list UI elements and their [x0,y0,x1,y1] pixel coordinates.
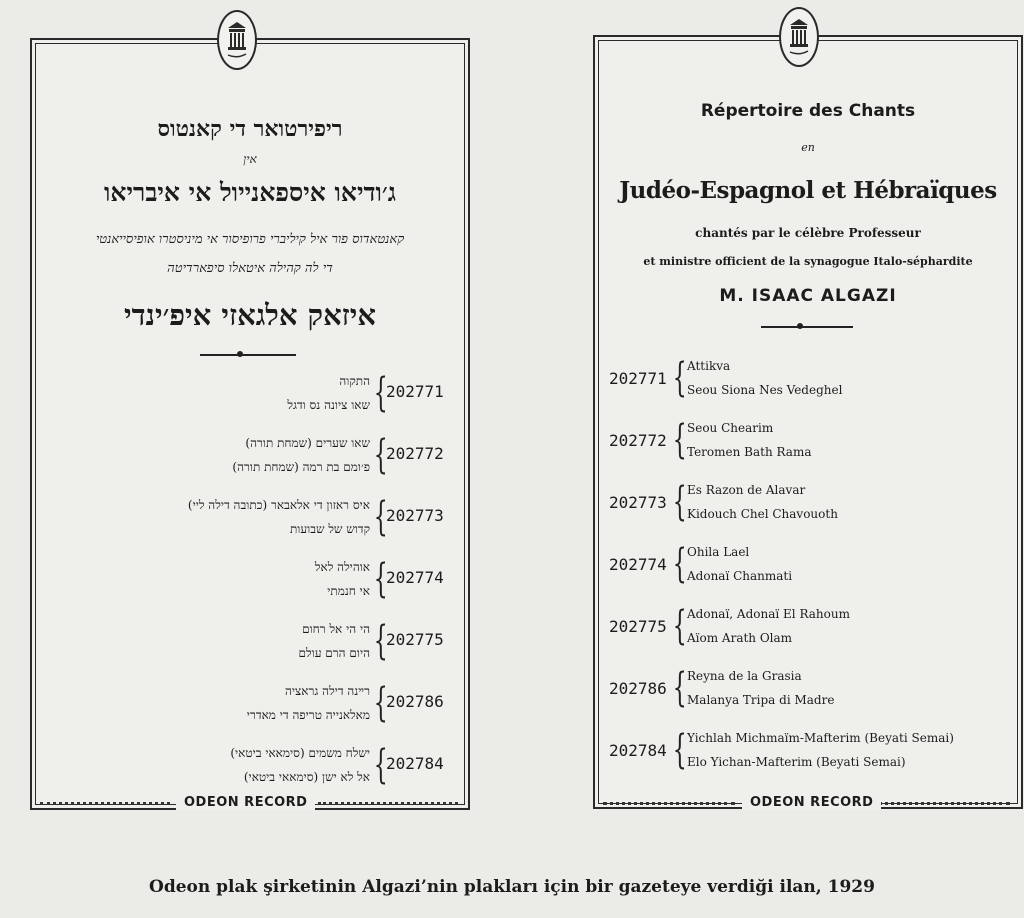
brace-icon: { [373,370,388,416]
song-title: Aïom Arath Olam [687,631,793,645]
song-title: אי חנמתי [327,584,370,598]
left-ornament-line [200,354,296,356]
brace-icon: { [672,479,687,525]
brace-icon: { [373,742,388,788]
brace-icon: { [672,727,687,773]
temple-icon [219,12,255,68]
song-title: Elo Yichan-Mafterim (Beyati Semai) [687,755,906,769]
catalog-number: 202775 [386,630,444,649]
song-title: רײנה דילה גראציה [284,684,370,698]
right-ornament-line [761,326,853,328]
catalog-number: 202784 [609,741,667,760]
brace-icon: { [672,355,687,401]
right-title: Répertoire des Chants [700,101,916,121]
left-footer-dots-right [318,802,458,805]
song-title: מאלאנייה טריפה די מאדרי [246,708,370,722]
song-title: Malanya Tripa di Madre [687,693,835,707]
right-line2: en [801,141,815,154]
song-title: אוהילה לאל [314,560,370,574]
right-line3: Judéo-Espagnol et Hébraïques [619,177,997,204]
catalog-number: 202771 [386,382,444,401]
right-footer: ODEON RECORD [742,795,881,810]
song-title: Ohila Lael [687,545,750,559]
right-singer: M. ISAAC ALGAZI [719,286,897,306]
song-title: Kidouch Chel Chavouoth [687,507,838,521]
brace-icon: { [672,417,687,463]
song-title: Adonaï, Adonaï El Rahoum [687,607,850,621]
song-title: הי הי אל רחום [302,622,370,636]
song-title: איס ראזון די אלאבאר (כתובה דילה ליי) [187,498,370,512]
song-title: שאו שערים (שמחת תורה) [245,436,370,450]
brace-icon: { [373,618,388,664]
brace-icon: { [672,665,687,711]
left-title: ריפירטואר די קאנטוס [157,116,343,142]
song-title: שאו ציונה נס ודגל [287,398,370,412]
song-title: Seou Chearim [687,421,774,435]
song-title: ישלח משמים (סימאאי ביטאי) [230,746,370,760]
left-line4: קאנטאדוס פור איל קיליברי פרופיסור אי מיניסטרו אופיסייאנטי [95,232,405,247]
catalog-number: 202774 [609,555,667,574]
caption: Odeon plak şirketinin Algazi’nin plakları için bir gazeteye verdiği ilan, 1929 [149,877,875,897]
left-line2: אין [243,152,257,166]
catalog-number: 202784 [386,754,444,773]
left-line3: ג׳ודיאו איספאנייול אי איבריאו [104,178,396,207]
right-footer-dots-left [603,802,735,805]
brace-icon: { [672,541,687,587]
catalog-number: 202773 [609,493,667,512]
song-title: Teromen Bath Rama [687,445,812,459]
catalog-number: 202786 [609,679,667,698]
song-title: התקוה [339,374,370,388]
right-footer-dots-right [878,802,1010,805]
right-line5: et ministre officient de la synagogue Italo-séphardite [643,255,973,268]
catalog-number: 202773 [386,506,444,525]
french-advertisement [593,35,1023,809]
left-ornament-dot [237,351,243,357]
odeon-logo-icon [217,10,257,70]
right-line4: chantés par le célèbre Professeur [695,226,921,240]
left-footer: ODEON RECORD [176,795,315,810]
catalog-number: 202775 [609,617,667,636]
catalog-number: 202774 [386,568,444,587]
catalog-number: 202786 [386,692,444,711]
song-title: Seou Siona Nes Vedeghel [687,383,843,397]
left-footer-dots-left [40,802,170,805]
brace-icon: { [373,680,388,726]
catalog-number: 202772 [609,431,667,450]
left-line5: די לה קהילה איטאלו סיפארדיטה [167,261,333,276]
right-ornament-dot [797,323,803,329]
brace-icon: { [373,556,388,602]
brace-icon: { [373,494,388,540]
catalog-number: 202772 [386,444,444,463]
song-title: Reyna de la Grasia [687,669,802,683]
song-title: פ׳ומם בת רמה (שמחת תורה) [232,460,370,474]
brace-icon: { [672,603,687,649]
song-title: Attikva [687,359,731,373]
brace-icon: { [373,432,388,478]
song-title: Adonaï Chanmati [687,569,793,583]
odeon-logo-icon [779,7,819,67]
song-title: Yichlah Michmaïm-Mafterim (Beyati Semai) [687,731,954,745]
song-title: קדוש של שבועות [289,522,370,536]
song-title: היום הרם עולם [298,646,370,660]
temple-icon [781,9,817,65]
left-singer: איזאק אלגאזי איפ׳ינדי [124,298,376,332]
song-title: Es Razon de Alavar [687,483,806,497]
hebrew-advertisement [30,38,470,810]
song-title: אל לא ישן (סימאאי ביטאי) [243,770,370,784]
catalog-number: 202771 [609,369,667,388]
